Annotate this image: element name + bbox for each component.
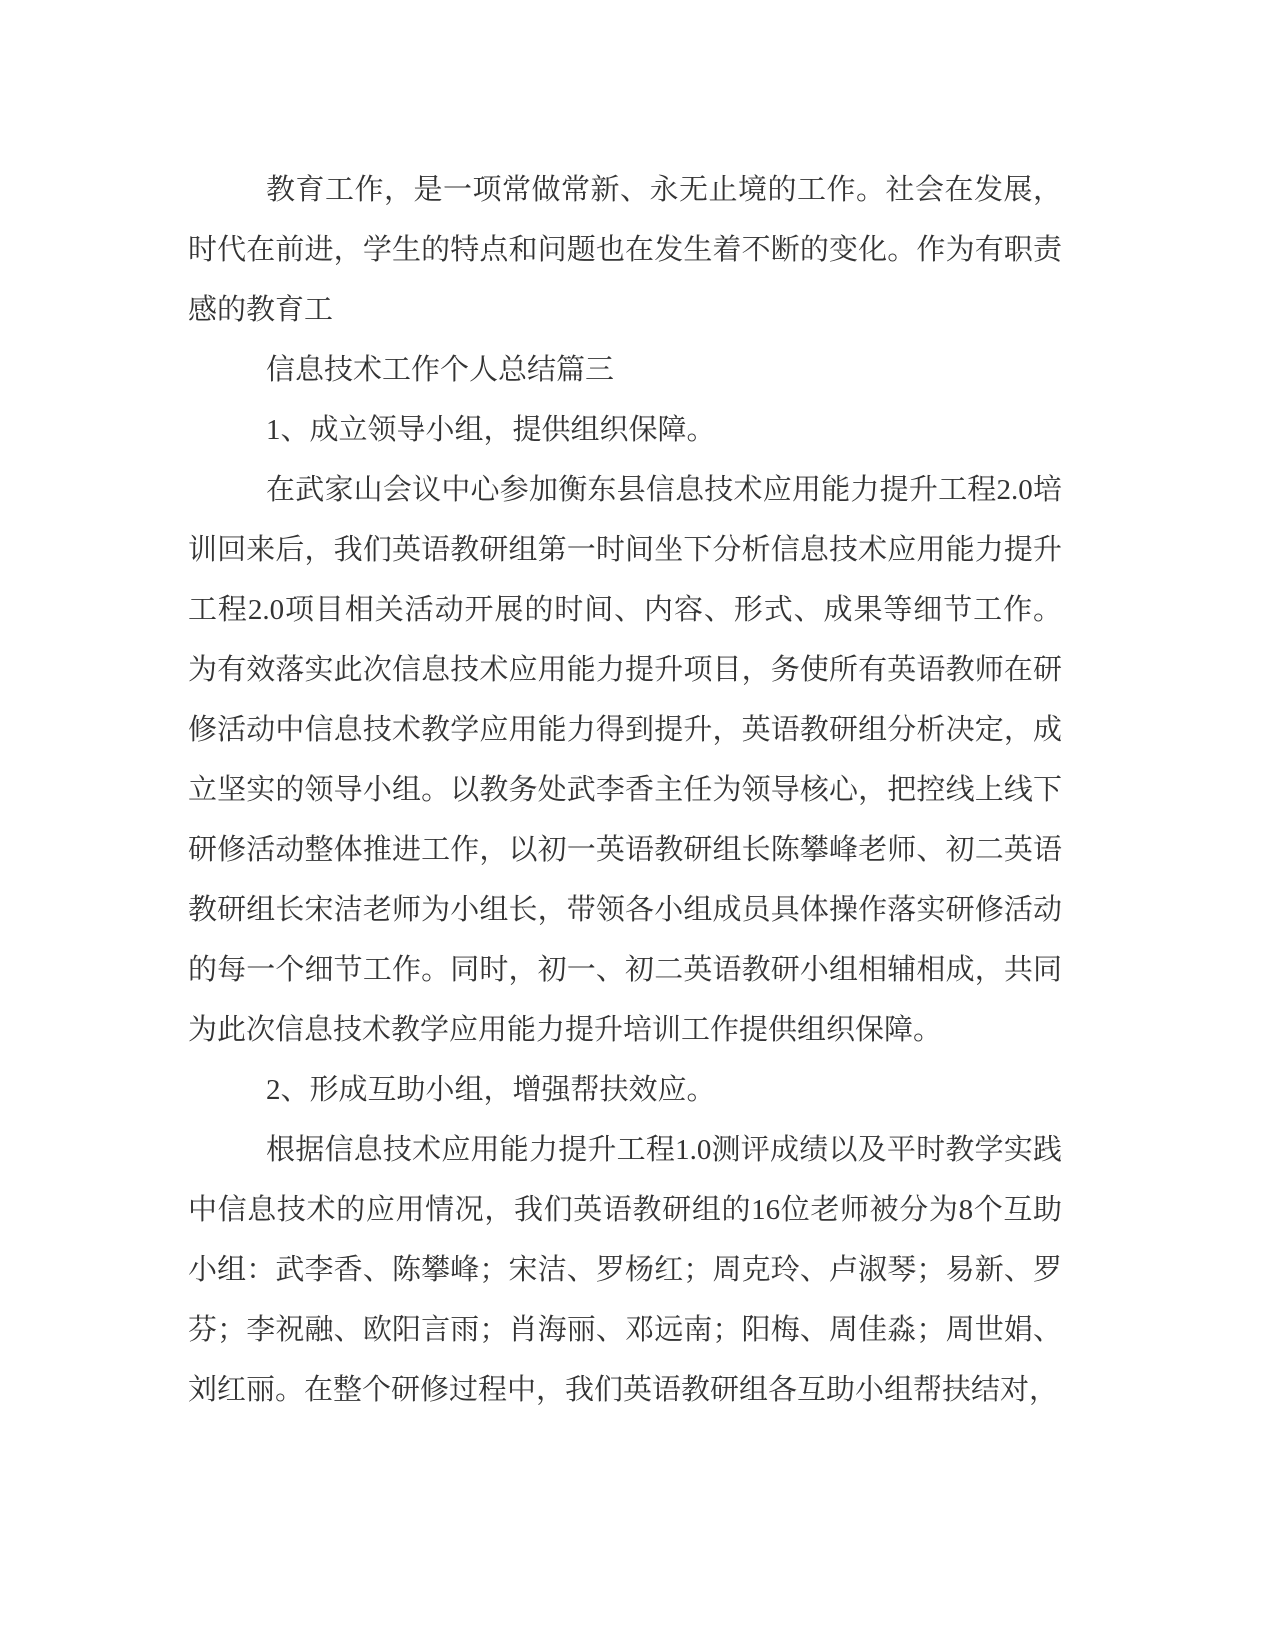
item-2-heading: 2、形成互助小组，增强帮扶效应。: [266, 1074, 716, 1106]
paragraph-intro: 教育工作，是一项常做常新、永无止境的工作。社会在发展，时代在前进，学生的特点和问题也在发生着不断的变化。作为有职责感的教育工: [188, 174, 1062, 326]
item-2-body: 根据信息技术应用能力提升工程1.0测评成绩以及平时教学实践中信息技术的应用情况，我们英语教研组的16位老师被分为8个互助小组：武李香、陈攀峰；宋洁、罗杨红；周克玲、卢淑琴；易新、罗芬；李祝融、欧阳言雨；肖海丽、邓远南；阳梅、周佳淼；周世娟、刘红丽。在整个研修过程中，我们英语教研组各互助小组帮扶结对，: [188, 1134, 1062, 1406]
item-1-heading: 1、成立领导小组，提供组织保障。: [266, 414, 716, 446]
section-title: 信息技术工作个人总结篇三: [266, 354, 615, 386]
document-page: [188, 160, 1062, 1420]
item-1-body: 在武家山会议中心参加衡东县信息技术应用能力提升工程2.0培训回来后，我们英语教研组第一时间坐下分析信息技术应用能力提升工程2.0项目相关活动开展的时间、内容、形式、成果等细节工作。为有效落实此次信息技术应用能力提升项目，务使所有英语教师在研修活动中信息技术教学应用能力得到提升，英语教研组分析决定，成立坚实的领导小组。以教务处武李香主任为领导核心，把控线上线下研修活动整体推进工作，以初一英语教研组长陈攀峰老师、初二英语教研组长宋洁老师为小组长，带领各小组成员具体操作落实研修活动的每一个细节工作。同时，初一、初二英语教研小组相辅相成，共同为此次信息技术教学应用能力提升培训工作提供组织保障。: [188, 474, 1062, 1046]
